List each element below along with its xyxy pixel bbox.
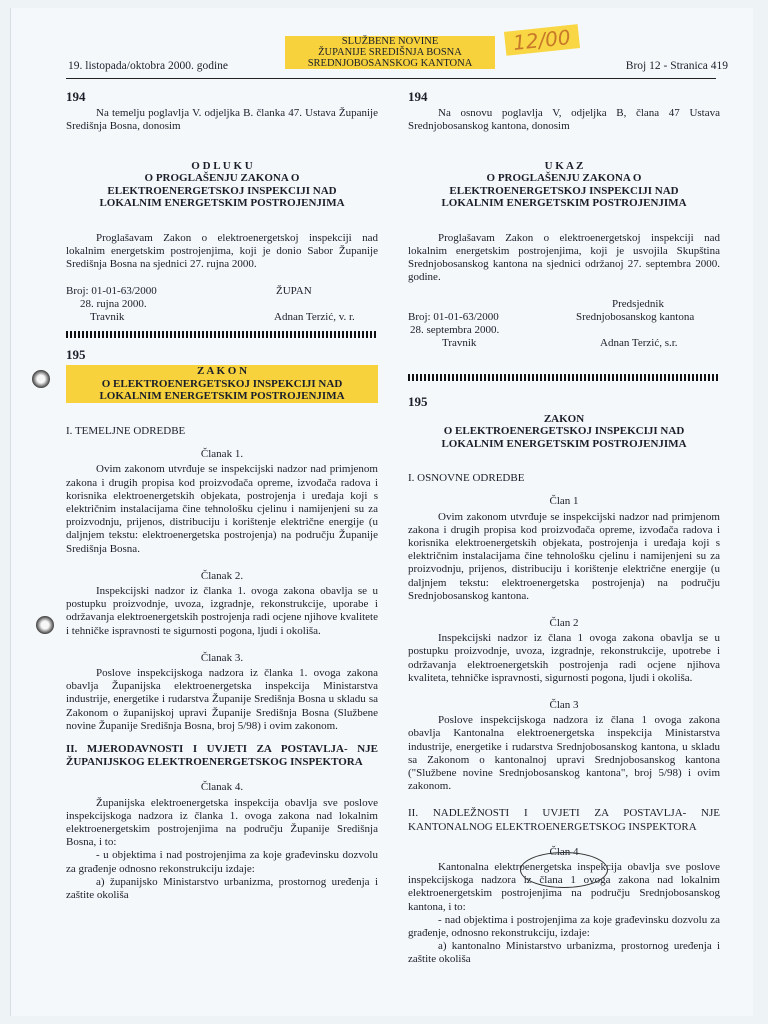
decree-title-line: O PROGLAŠENJU ZAKONA O xyxy=(486,172,642,185)
article-text: Županijska elektroenergetska inspekcija obavlja sve poslove inspekcijskoga nadzora iz članka 1. ovoga zakona nad lokalnim elektroenergetskim postrojenjima na području Županije Središnja Bosna, i to: xyxy=(66,796,378,849)
section-heading: I. OSNOVNE ODREDBE xyxy=(408,472,525,485)
article-heading: Članak 2. xyxy=(200,569,244,582)
article-text: Poslove inspekcijskoga nadzora iz člana 1 ovoga zakona obavlja Kantonalna elektroenergetska inspekcija Ministarstva industrije, energetike i rudarstva Srednjobosanskog kantona, u skladu sa Zakonom o kantonalnoj upravi Srednjobosanskog kantona ("Službene novine Srednjobosanskog kantona", broj 5/98) i ovim zakonom. xyxy=(408,714,720,793)
law-title-line: Z A K O N xyxy=(66,365,378,378)
decision-title xyxy=(66,160,378,210)
list-item: - nad objektima i postrojenjima za koje građevinsku dozvolu za građenje, odnosno rekonstrukciju, izdaje: xyxy=(408,913,720,940)
signature-block xyxy=(66,285,378,325)
proclamation-text: Proglašavam Zakon o elektroenergetskoj inspekciji nad lokalnim energetskim postrojenjima, koji je usvojila Skupština Srednjobosanskog kantona na sjednici održanoj 27. septembra 2000. godine. xyxy=(408,231,720,284)
article-text: Ovim zakonom utvrđuje se inspekcijski nadzor nad primjenom zakona i drugih propisa kod proizvođača opreme, izvođača radova i korisnika elektroenergetskih objekata, postrojenja i uređaja koji s električnim instalacijama čine tehnološku cjelinu i namijenjeni su za proizvodnju, prijenos, distribuciju i korištenje električne energije (u daljnjem tekstu: elektroenergetska postrojenja) na području Srednjobosanskog kantona. xyxy=(408,510,720,602)
right-column xyxy=(408,88,720,967)
list-item: - u objektima i nad postrojenjima za koje građevinsku dozvolu za građenje odnosno rekonstrukciju izdaje: xyxy=(66,849,378,875)
pen-circle-mark xyxy=(520,852,608,888)
law-title-line: O ELEKTROENERGETSKOJ INSPEKCIJI NAD xyxy=(443,425,685,438)
signing-date: 28. rujna 2000. xyxy=(80,298,147,311)
intro-text: Na osnovu poglavlja V, odjeljka B, člana 47 Ustava Srednjobosanskog kantona, donosim xyxy=(408,107,720,133)
item-number-195: 195 xyxy=(66,347,86,363)
law-title-line: ZAKON xyxy=(543,412,585,425)
list-item: a) županijsko Ministarstvo urbanizma, prostornog uređenja i zaštite okoliša xyxy=(66,875,378,902)
article-text: Ovim zakonom utvrđuje se inspekcijski nadzor nad primjenom zakona i drugih propisa kod proizvođača opreme, izvođača radova i korisnika elektroenergetskih objekata, postrojenja i uređaja koji s električnim instalacijama čine tehnološku cjelinu i namijenjeni su za proizvodnju, prijenos, distribuciju i korištenje električne energije (u daljnjem tekstu: elektroenergetska postrojenja) na području Županije Središnja Bosna. xyxy=(66,463,378,555)
reference-number: Broj: 01-01-63/2000 xyxy=(408,311,499,324)
item-number-194: 194 xyxy=(66,89,86,104)
gazette-line-1: SLUŽBENE NOVINE xyxy=(285,36,495,47)
gazette-line-3: SREDNJOBOSANSKOG KANTONA xyxy=(285,58,495,69)
article-heading: Članak 3. xyxy=(200,651,244,664)
article-text: Inspekcijski nadzor iz člana 1 ovoga zakona obavlja se u postupku proizvodnje, uvoza, izgradnje, rekonstrukcije, upotrebe i održavanja elektroenergetskih postrojenja radi ocjene njihova kvaliteta, tehničke ispravnosti, sigurnosti pogona, ljudi i okoliša. xyxy=(408,632,720,684)
section-heading: I. TEMELJNE ODREDBE xyxy=(66,424,186,437)
header-issue-page: Broj 12 - Stranica 419 xyxy=(625,60,728,72)
signer-title: ŽUPAN xyxy=(276,285,312,298)
decision-title-line: ELEKTROENERGETSKOJ INSPEKCIJI NAD xyxy=(107,184,337,197)
law-title-line: LOKALNIM ENERGETSKIM POSTROJENJIMA xyxy=(66,390,378,403)
punch-hole-bottom xyxy=(36,616,54,634)
signer-name: Adnan Terzić, s.r. xyxy=(600,337,678,350)
article-text: Inspekcijski nadzor iz članka 1. ovoga zakona obavlja se u postupku proizvodnje, uvoza, izgradnje, rekonstrukcije, uporabe i održavanja elektroenergetskih postrojenja radi ocjene njihove kvalitete i tehničke ispravnosti te sigurnosti pogona, ljudi i okoliša. xyxy=(66,584,378,637)
separator-bar xyxy=(66,331,378,338)
decision-title-line: LOKALNIM ENERGETSKIM POSTROJENJIMA xyxy=(99,197,345,210)
decree-title-line: U K A Z xyxy=(544,159,584,172)
law-title-line: LOKALNIM ENERGETSKIM POSTROJENJIMA xyxy=(441,437,687,450)
article-heading: Članak 4. xyxy=(200,781,244,794)
item-number-194: 194 xyxy=(408,89,428,104)
signer-name: Adnan Terzić, v. r. xyxy=(274,311,355,324)
article-heading: Član 4 xyxy=(549,845,579,858)
reference-number: Broj: 01-01-63/2000 xyxy=(66,285,157,298)
left-column xyxy=(66,88,378,902)
article-text: Poslove inspekcijskoga nadzora iz članka 1. ovoga zakona obavlja Županijska elektroenergetska inspekcija Ministarstva industrije, energetike i rudarstva Županije Središnja Bosna u skladu sa Zakonom o županijskoj upravi Županije Središnja Bosna (Službene novine Županije Središnja Bosna, broj 5/98) i ovim zakonom. xyxy=(66,666,378,732)
header-rule xyxy=(66,78,716,79)
decision-title-line: O D L U K U xyxy=(191,159,253,172)
gazette-title xyxy=(285,36,495,69)
gazette-line-2: ŽUPANIJE SREDIŠNJA BOSNA xyxy=(285,47,495,58)
decision-title-line: O PROGLAŠENJU ZAKONA O xyxy=(144,172,300,185)
decree-title-line: LOKALNIM ENERGETSKIM POSTROJENJIMA xyxy=(441,197,687,210)
article-heading: Član 2 xyxy=(549,616,579,629)
handwritten-issue-stamp: 12/00 xyxy=(504,24,580,56)
law-title-line: O ELEKTROENERGETSKOJ INSPEKCIJI NAD xyxy=(66,378,378,391)
separator-bar xyxy=(408,374,720,381)
article-text: Kantonalna elektroenergetska inspekcija obavlja sve poslove inspekcijskoga nadzora iz člana 1 ovoga zakona nad lokalnim elektroenergetskim postrojenjima na području Srednjobosanskog kantona, i to: xyxy=(408,861,720,913)
intro-text: Na temelju poglavlja V. odjeljka B. članka 47. Ustava Županije Središnja Bosna, donosim xyxy=(66,107,378,133)
proclamation-text: Proglašavam Zakon o elektroenergetskoj inspekciji nad lokalnim energetskim postrojenjima, koji je donio Sabor Županije Središnja Bosna na sjednici 27. rujna 2000. xyxy=(66,231,378,271)
decree-title-line: ELEKTROENERGETSKOJ INSPEKCIJI NAD xyxy=(449,184,679,197)
signing-place: Travnik xyxy=(442,337,477,350)
list-item: a) kantonalno Ministarstvo urbanizma, prostornog uređenja i zaštite okoliša xyxy=(408,940,720,966)
section-heading: II. NADLEŽNOSTI I UVJETI ZA POSTAVLJA- NJE KANTONALNOG ELEKTROENERGETSKOG INSPEKTORA xyxy=(408,807,720,833)
signer-title-2: Srednjobosanskog kantona xyxy=(576,311,695,324)
article-heading: Član 1 xyxy=(549,495,579,508)
signature-block xyxy=(408,298,720,368)
article-heading: Član 3 xyxy=(549,698,579,711)
punch-hole-top xyxy=(32,370,50,388)
decree-title xyxy=(408,160,720,210)
signing-place: Travnik xyxy=(90,311,125,324)
law-title xyxy=(408,413,720,451)
item-number-195: 195 xyxy=(408,394,428,410)
signer-title: Predsjednik xyxy=(612,298,664,311)
header-date: 19. listopada/oktobra 2000. godine xyxy=(68,60,229,72)
article-heading: Članak 1. xyxy=(200,448,244,461)
signing-date: 28. septembra 2000. xyxy=(410,324,500,337)
law-title xyxy=(66,365,378,403)
section-heading: II. MJERODAVNOSTI I UVJETI ZA POSTAVLJA- NJE ŽUPANIJSKOG ELEKTROENERGETSKOG INSPEKTORA xyxy=(66,742,378,769)
